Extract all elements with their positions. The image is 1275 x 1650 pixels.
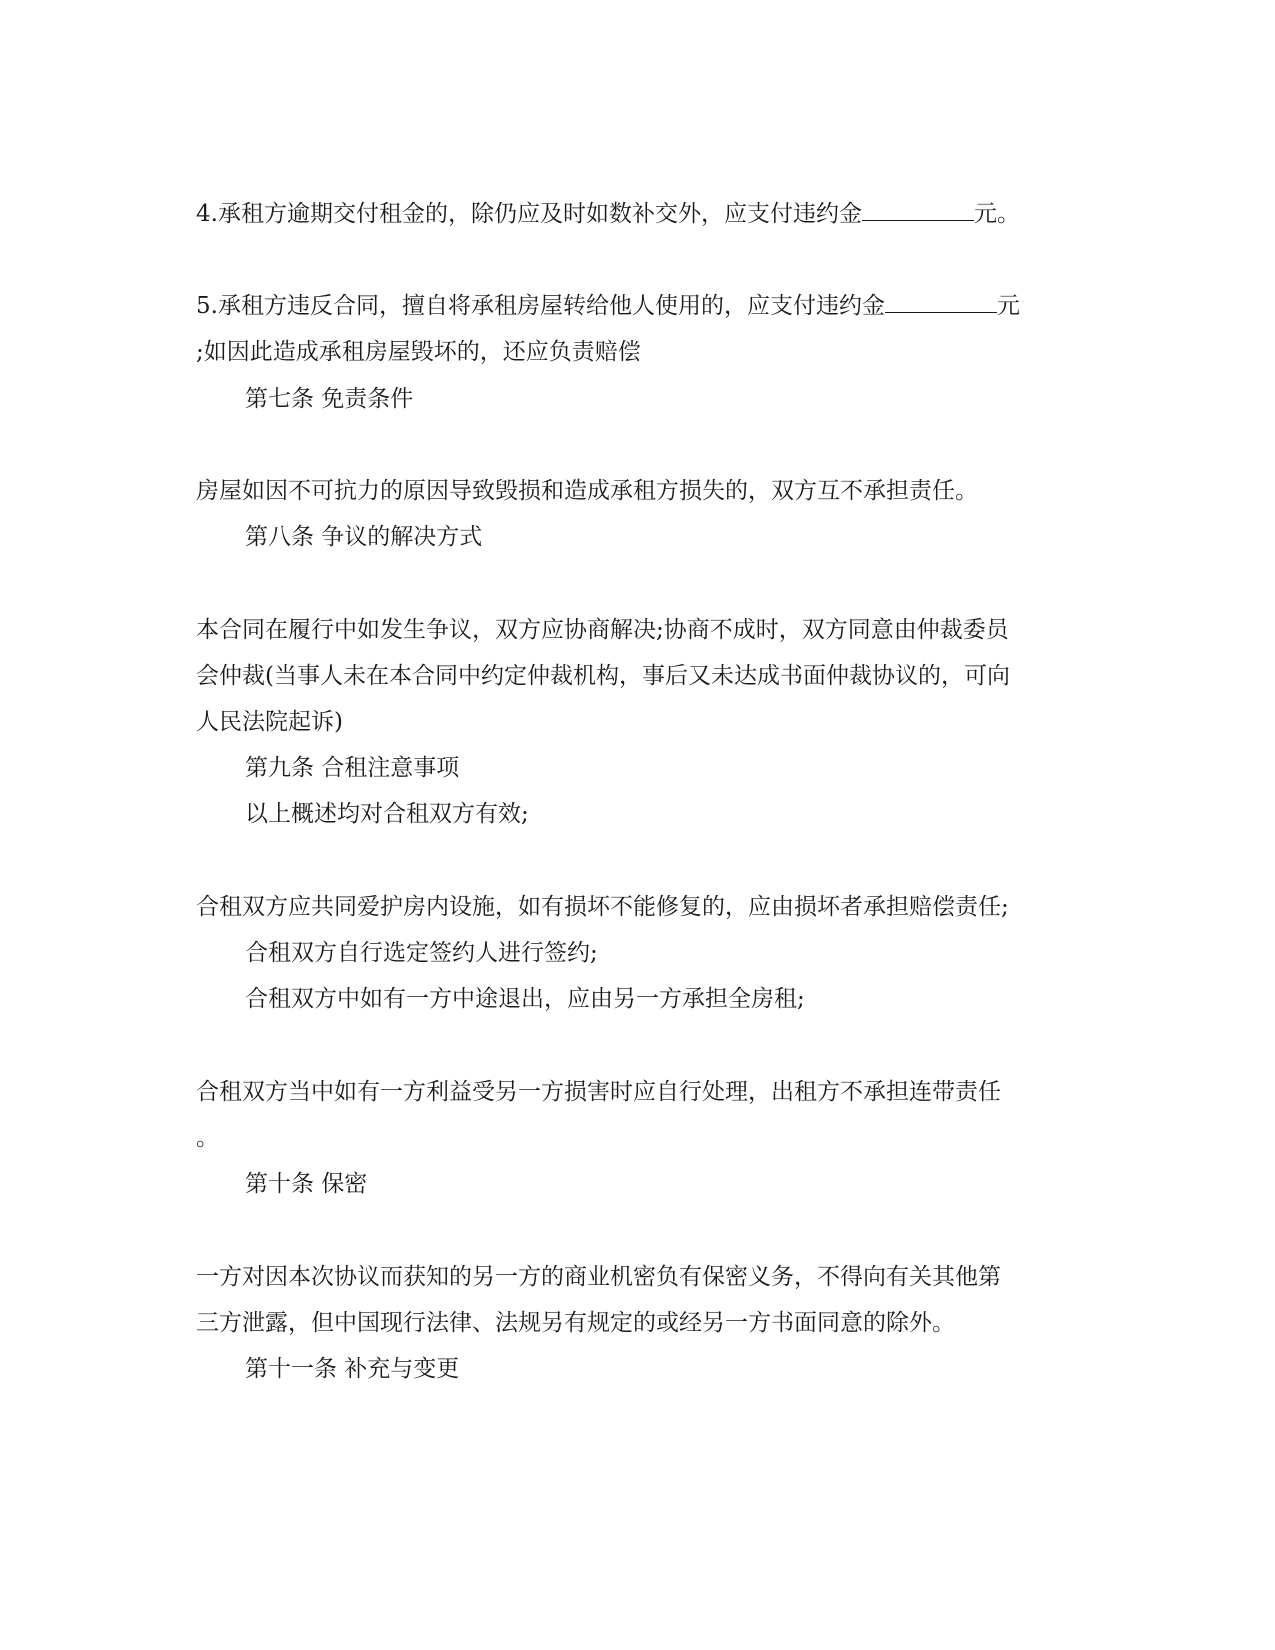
- paragraph-line: 本合同在履行中如发生争议，双方应协商解决;协商不成时，双方同意由仲裁委员: [196, 617, 1009, 643]
- paragraph-line: 三方泄露，但中国现行法律、法规另有规定的或经另一方书面同意的除外。: [196, 1310, 955, 1336]
- paragraph-line: 一方对因本次协议而获知的另一方的商业机密负有保密义务，不得向有关其他第: [196, 1264, 1001, 1290]
- clause-line-4: [196, 199, 1020, 229]
- paragraph-line: 合租双方中如有一方中途退出，应由另一方承担全房租;: [245, 986, 805, 1012]
- article-heading-8: 第八条 争议的解决方式: [245, 524, 483, 550]
- article-heading-9: 第九条 合租注意事项: [245, 755, 460, 781]
- fill-blank: [862, 200, 974, 221]
- clause-line-5-cont: ;如因此造成承租房屋毁坏的，还应负责赔偿: [196, 339, 641, 365]
- clause-text-end: 元。: [973, 201, 1020, 227]
- fill-blank: [885, 292, 997, 313]
- paragraph-line: 合租双方应共同爱护房内设施，如有损坏不能修复的，应由损坏者承担赔偿责任;: [196, 894, 1009, 920]
- paragraph-line: 合租双方当中如有一方利益受另一方损害时应自行处理，出租方不承担连带责任: [196, 1079, 1001, 1105]
- paragraph-line: 合租双方自行选定签约人进行签约;: [245, 940, 598, 966]
- article-heading-7: 第七条 免责条件: [245, 386, 414, 412]
- clause-line-5: [196, 291, 1020, 321]
- article-heading-11: 第十一条 补充与变更: [245, 1356, 460, 1382]
- paragraph-line: 。: [196, 1125, 219, 1151]
- paragraph-line: 人民法院起诉): [196, 709, 343, 735]
- clause-text: 5.承租方违反合同，擅自将承租房屋转给他人使用的，应支付违约金: [196, 293, 885, 319]
- paragraph-line: 会仲裁(当事人未在本合同中约定仲裁机构，事后又未达成书面仲裁协议的，可向: [196, 663, 1010, 689]
- clause-text: 4.承租方逾期交付租金的，除仍应及时如数补交外，应支付违约金: [196, 201, 862, 227]
- article-heading-10: 第十条 保密: [245, 1171, 368, 1197]
- clause-text-end: 元: [996, 293, 1020, 319]
- paragraph-line: 房屋如因不可抗力的原因导致毁损和造成承租方损失的，双方互不承担责任。: [196, 478, 978, 504]
- paragraph-line: 以上概述均对合租双方有效;: [245, 801, 529, 827]
